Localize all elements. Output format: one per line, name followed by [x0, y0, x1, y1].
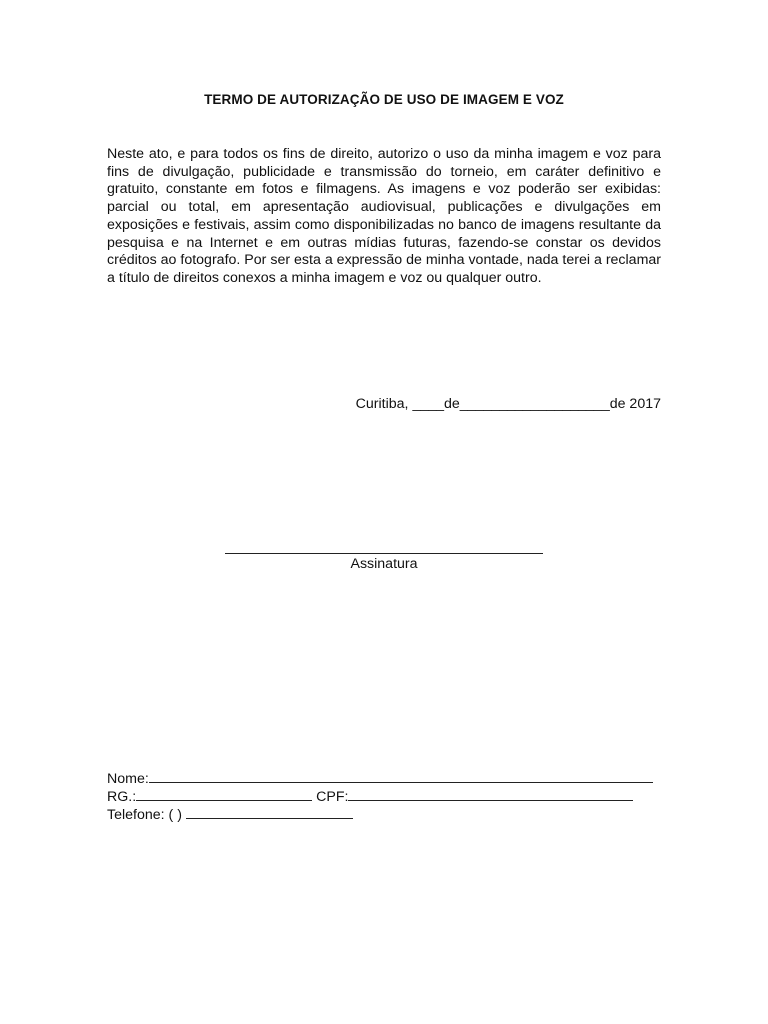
signature-line	[225, 540, 543, 554]
name-field-row	[107, 769, 667, 787]
signature-label: Assinatura	[350, 556, 418, 572]
phone-label: Telefone: ( )	[107, 807, 182, 823]
id-field-row	[107, 787, 667, 805]
phone-field-row	[107, 805, 667, 823]
date-line: Curitiba, ____de___________________de 2017	[355, 396, 661, 412]
personal-info-fields	[107, 769, 667, 823]
cpf-label: CPF:	[312, 789, 349, 805]
rg-blank-line	[136, 787, 312, 801]
rg-label: RG.:	[107, 789, 137, 805]
document-title: TERMO DE AUTORIZAÇÃO DE USO DE IMAGEM E VOZ	[204, 92, 564, 107]
name-label: Nome:	[107, 771, 149, 787]
cpf-blank-line	[348, 787, 633, 801]
phone-blank-line	[186, 805, 353, 819]
authorization-paragraph: Neste ato, e para todos os fins de direito, autorizo o uso da minha imagem e voz para fins de divulgação, publicidade e transmissão do torneio, em caráter definitivo e gratuito, constante em fotos e filmagens. As imagens e voz poderão ser exibidas: parcial ou total, em apresentação audiovisual, publicações e divulgações em exposições e festivais, assim como disponibilizadas no banco de imagens resultante da pesquisa e na Internet e em outras mídias futuras, fazendo-se constar os devidos créditos ao fotografo. Por ser esta a expressão de minha vontade, nada terei a reclamar a título de direitos conexos a minha imagem e voz ou qualquer outro.	[107, 146, 661, 286]
name-blank-line	[149, 769, 653, 783]
